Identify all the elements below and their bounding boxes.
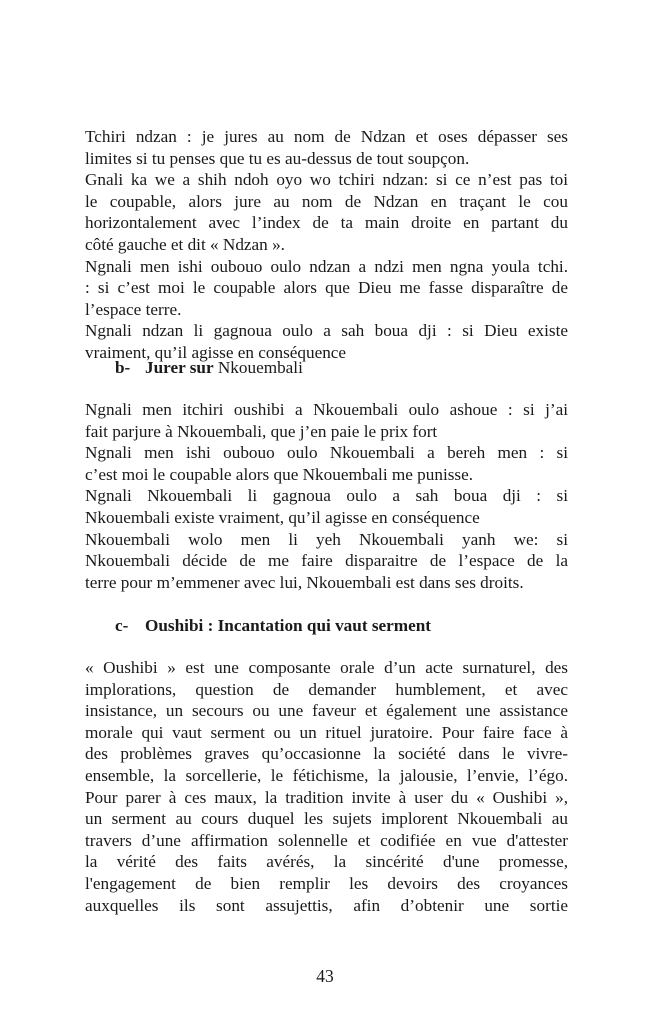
text-line: « Oushibi » est une composante orale d’un acte surnaturel, des	[85, 658, 568, 677]
text-line: l'engagement de bien remplir les devoirs des croyances	[85, 873, 568, 893]
text-line: Nkouembali wolo men li yeh Nkouembali yanh we: si	[85, 529, 568, 549]
text-line: la vérité des faits avérés, la sincérité d'une promesse,	[85, 852, 568, 872]
page-number: 43	[316, 966, 334, 986]
section-letter: b-	[115, 358, 131, 377]
text-line: le coupable, alors jure au nom de Ndzan en traçant le cou	[85, 191, 568, 211]
text-line: l’espace terre.	[85, 299, 182, 319]
text-line: Ngnali ndzan li gagnoua oulo a sah boua dji : si Dieu existe	[85, 321, 568, 341]
text-line: Nkouembali existe vraiment, qu’il agisse en conséquence	[85, 507, 480, 527]
paragraph-ndzan-oaths	[85, 126, 568, 364]
text-line: travers d’une affirmation solennelle et codifiée en vue d'attester	[85, 830, 568, 850]
text-line: ensemble, la sorcellerie, le fétichisme, la jalousie, l’envie, l’égo.	[85, 765, 568, 785]
section-title-bold: Jurer sur	[145, 358, 214, 377]
text-line: morale qui vaut serment ou un rituel juratoire. Pour faire face à	[85, 722, 568, 742]
text-line: un serment au cours duquel les sujets implorent Nkouembali au	[85, 809, 568, 829]
section-title-rest: Nkouembali	[213, 358, 303, 377]
text-line: Ngnali men itchiri oushibi a Nkouembali oulo ashoue : si j’ai	[85, 400, 568, 419]
text-line: vraiment, qu’il agisse en conséquence	[85, 342, 347, 362]
text-line: Pour parer à ces maux, la tradition invite à user du « Oushibi »,	[85, 787, 568, 807]
text-line: implorations, question de demander humblement, et avec	[85, 679, 568, 699]
section-heading-b	[115, 357, 303, 379]
text-line: horizontalement avec l’index de ta main droite en partant du	[85, 213, 568, 233]
paragraph-nkouembali-oaths	[85, 399, 568, 593]
text-line: insistance, un secours ou une faveur et également une assistance	[85, 701, 568, 721]
text-line: fait parjure à Nkouembali, que j’en paie le prix fort	[85, 421, 438, 441]
text-line: Ngnali Nkouembali li gagnoua oulo a sah boua dji : si	[85, 486, 568, 506]
text-line: Tchiri ndzan : je jures au nom de Ndzan et oses dépasser ses	[85, 127, 568, 146]
text-line: côté gauche et dit « Ndzan ».	[85, 234, 285, 254]
text-line: Nkouembali décide de me faire disparaitre de l’espace de la	[85, 551, 568, 571]
paragraph-oushibi	[85, 657, 568, 916]
text-line: Gnali ka we a shih ndoh oyo wo tchiri ndzan: si ce n’est pas toi	[85, 170, 568, 190]
text-line: auxquelles ils sont assujettis, afin d’obtenir une sortie	[85, 895, 568, 915]
text-line: limites si tu penses que tu es au-dessus de tout soupçon.	[85, 148, 470, 168]
text-line: Ngnali men ishi oubouo oulo Nkouembali a bereh men : si	[85, 443, 568, 463]
text-line: : si c’est moi le coupable alors que Dieu me fasse disparaître de	[85, 278, 568, 298]
section-title-bold: Oushibi : Incantation qui vaut serment	[145, 616, 432, 635]
text-line: des problèmes graves qu’occasionne la société dans le vivre-	[85, 744, 568, 764]
text-line: terre pour m’emmener avec lui, Nkouembali est dans ses droits.	[85, 572, 524, 592]
text-line: c’est moi le coupable alors que Nkouembali me punisse.	[85, 464, 474, 484]
section-letter: c-	[115, 616, 129, 635]
section-heading-c	[115, 615, 431, 637]
text-line: Ngnali men ishi oubouo oulo ndzan a ndzi men ngna youla tchi.	[85, 256, 568, 276]
